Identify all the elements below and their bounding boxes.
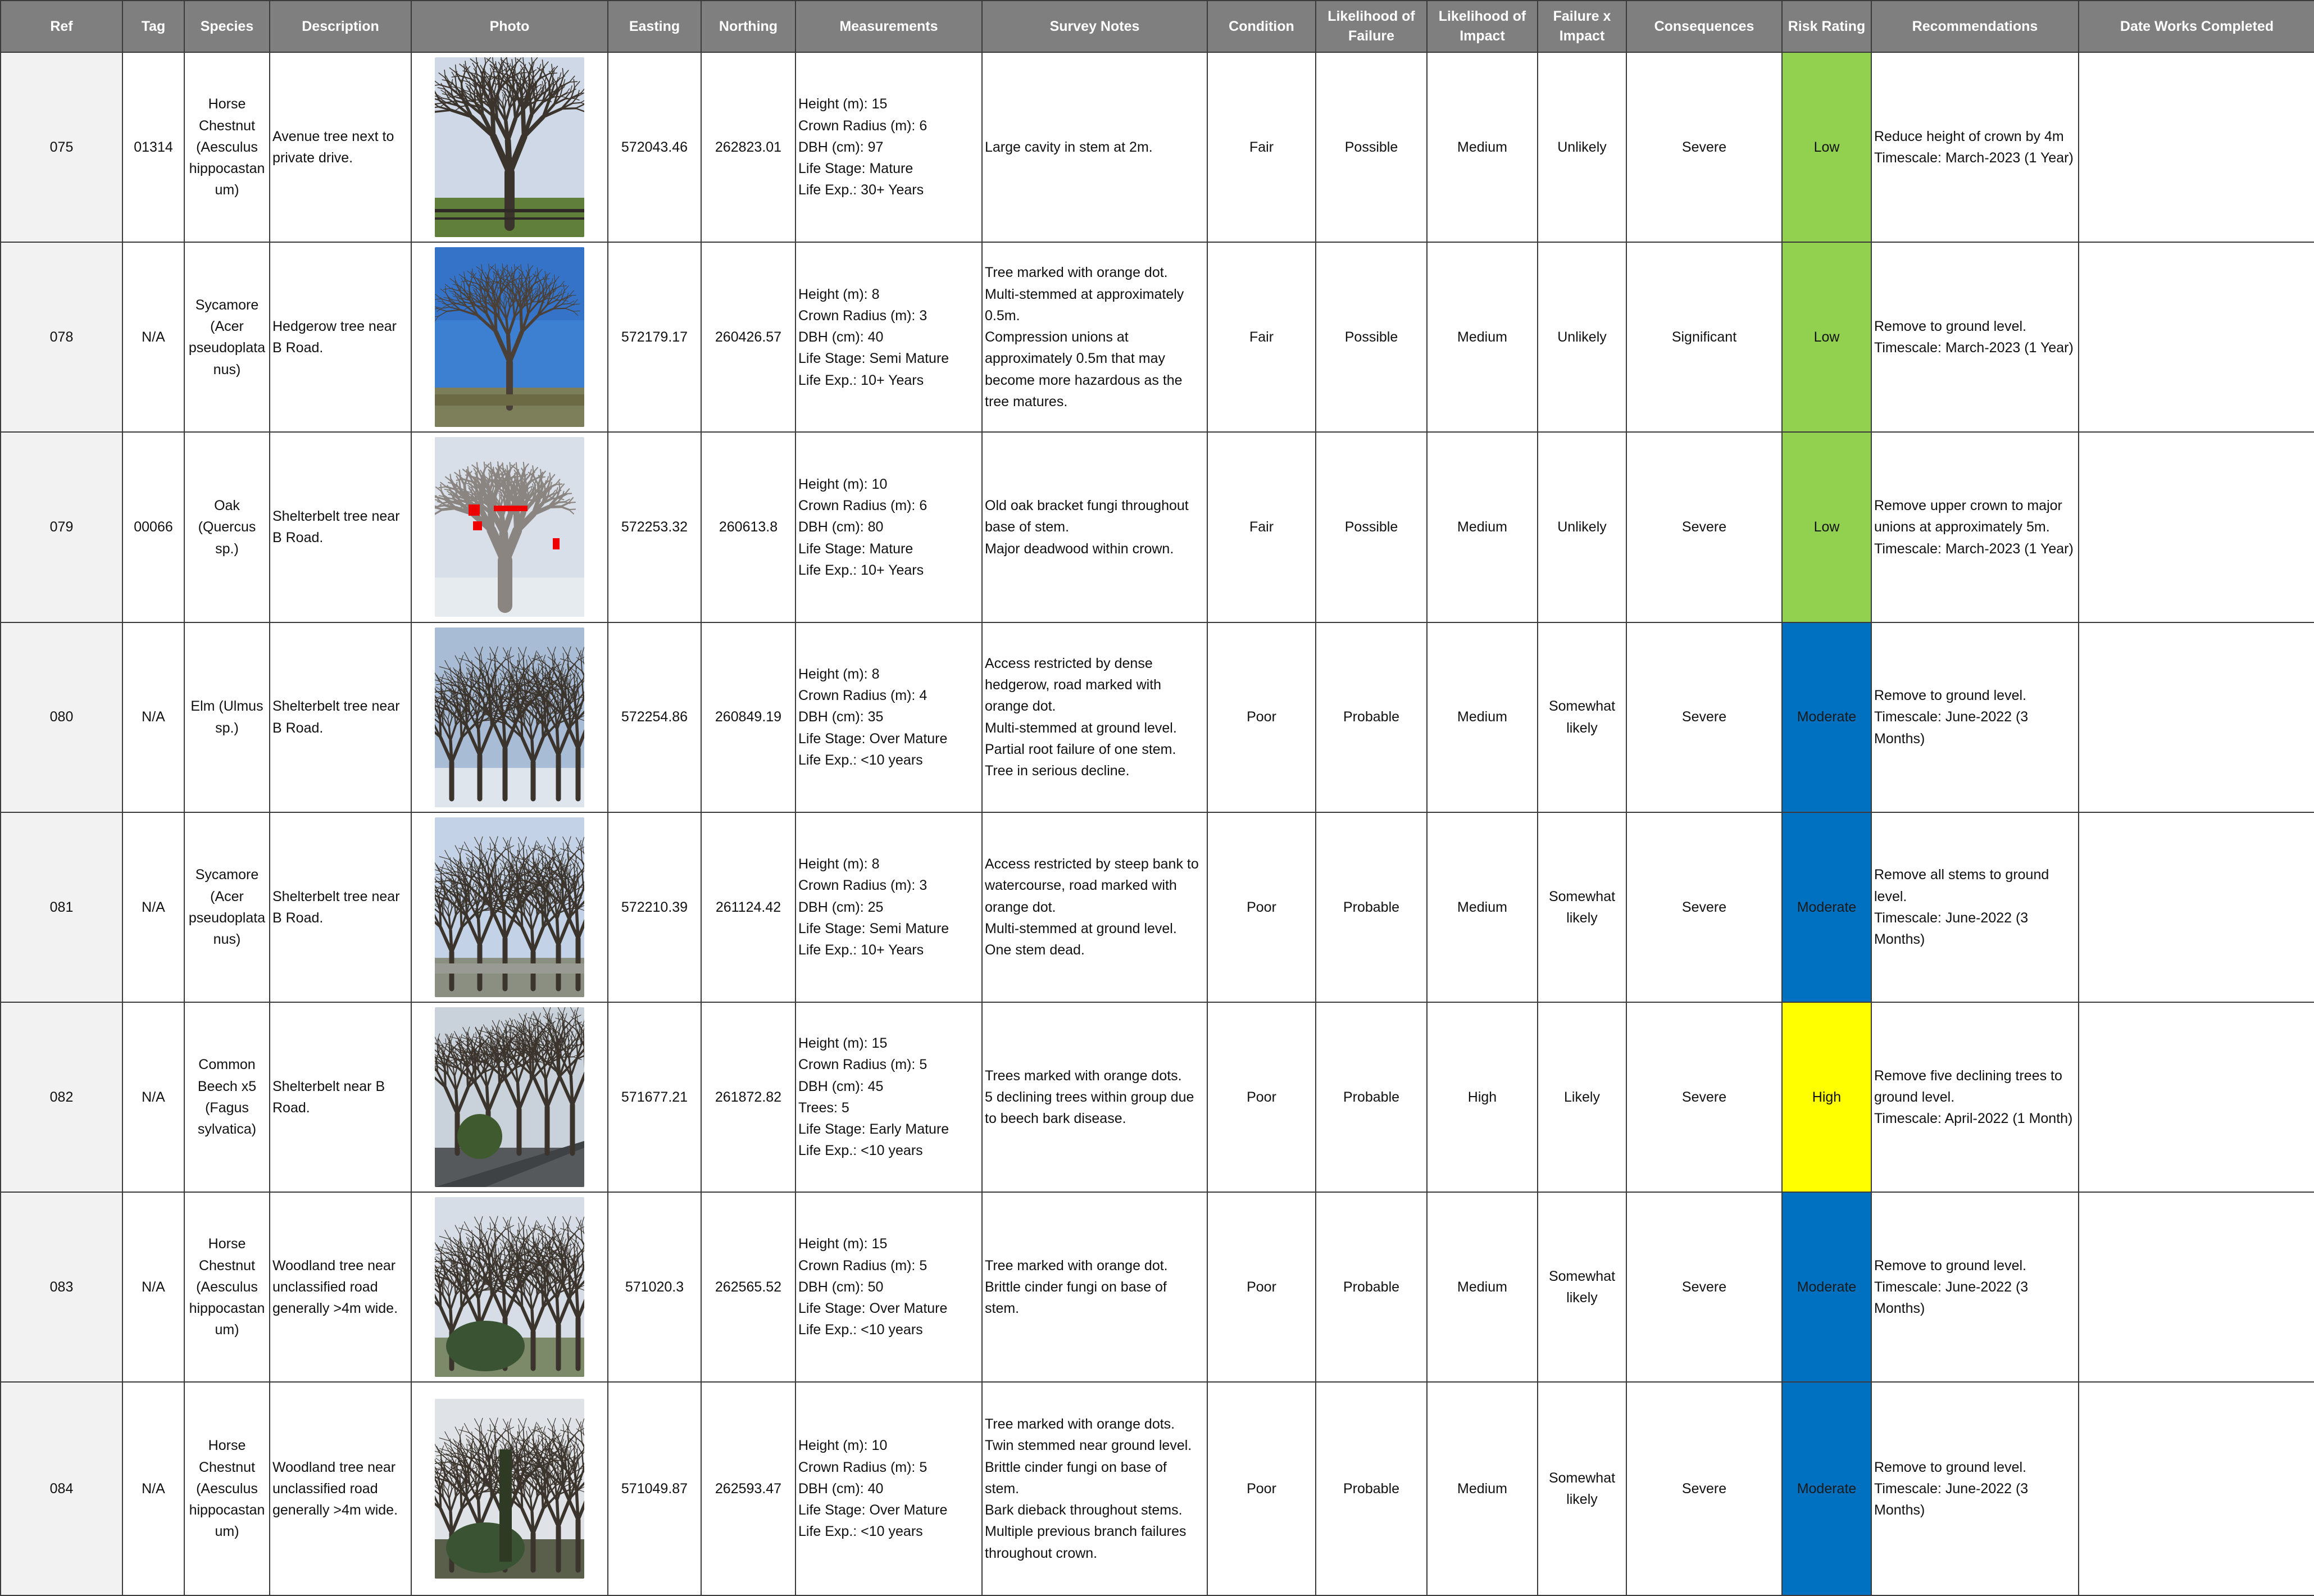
- cell-consequences[interactable]: Significant: [1626, 242, 1782, 432]
- table-row: [1, 622, 2314, 812]
- cell-recommendations[interactable]: Remove to ground level. Timescale: June-2022 (3 Months): [1871, 1192, 2079, 1382]
- cell-tag[interactable]: 01314: [122, 52, 184, 242]
- cell-easting[interactable]: 572253.32: [608, 432, 701, 622]
- cell-date-works-completed[interactable]: [2079, 622, 2314, 812]
- cell-easting[interactable]: 571020.3: [608, 1192, 701, 1382]
- risk-rating-badge[interactable]: Low: [1782, 432, 1871, 622]
- cell-likelihood-failure[interactable]: Possible: [1316, 52, 1427, 242]
- col-header-tag[interactable]: Tag: [122, 1, 184, 52]
- cell-photo[interactable]: [411, 432, 608, 622]
- risk-rating-badge[interactable]: Low: [1782, 52, 1871, 242]
- col-header-species[interactable]: Species: [184, 1, 270, 52]
- cell-photo[interactable]: [411, 1382, 608, 1595]
- cell-likelihood-failure[interactable]: Probable: [1316, 1382, 1427, 1595]
- table-row: [1, 52, 2314, 242]
- cell-easting[interactable]: 572210.39: [608, 812, 701, 1002]
- cell-tag[interactable]: N/A: [122, 812, 184, 1002]
- cell-likelihood-impact[interactable]: Medium: [1427, 242, 1538, 432]
- header-row: [1, 1, 2314, 52]
- cell-species[interactable]: Elm (Ulmus sp.): [184, 622, 270, 812]
- col-header-likelihood-impact[interactable]: Likelihood of Impact: [1427, 1, 1538, 52]
- cell-recommendations[interactable]: Remove five declining trees to ground level. Timescale: April-2022 (1 Month): [1871, 1002, 2079, 1192]
- cell-date-works-completed[interactable]: [2079, 1382, 2314, 1595]
- tree-photo[interactable]: [435, 1197, 584, 1377]
- cell-failure-x-impact[interactable]: Unlikely: [1538, 52, 1626, 242]
- cell-recommendations[interactable]: Remove all stems to ground level. Timescale: June-2022 (3 Months): [1871, 812, 2079, 1002]
- cell-northing[interactable]: 262823.01: [701, 52, 795, 242]
- table-row: [1, 1192, 2314, 1382]
- cell-northing[interactable]: 260613.8: [701, 432, 795, 622]
- cell-likelihood-failure[interactable]: Probable: [1316, 622, 1427, 812]
- tree-photo[interactable]: [435, 628, 584, 807]
- cell-easting[interactable]: 572254.86: [608, 622, 701, 812]
- cell-failure-x-impact[interactable]: Unlikely: [1538, 242, 1626, 432]
- cell-measurements[interactable]: Height (m): 15 Crown Radius (m): 5 DBH (cm): 50 Life Stage: Over Mature Life Exp.: <10 years: [795, 1192, 982, 1382]
- cell-northing[interactable]: 262565.52: [701, 1192, 795, 1382]
- cell-species[interactable]: Oak (Quercus sp.): [184, 432, 270, 622]
- tree-photo[interactable]: [435, 247, 584, 427]
- cell-condition[interactable]: Poor: [1207, 1192, 1316, 1382]
- cell-condition[interactable]: Fair: [1207, 52, 1316, 242]
- cell-measurements[interactable]: Height (m): 8 Crown Radius (m): 3 DBH (cm): 40 Life Stage: Semi Mature Life Exp.: 10+ Years: [795, 242, 982, 432]
- cell-survey-notes[interactable]: Tree marked with orange dot. Brittle cinder fungi on base of stem.: [982, 1192, 1207, 1382]
- cell-ref[interactable]: 080: [1, 622, 122, 812]
- cell-species[interactable]: Horse Chestnut (Aesculus hippocastanum): [184, 1192, 270, 1382]
- cell-ref[interactable]: 078: [1, 242, 122, 432]
- cell-tag[interactable]: N/A: [122, 1002, 184, 1192]
- col-header-recommendations[interactable]: Recommendations: [1871, 1, 2079, 52]
- cell-survey-notes[interactable]: Tree marked with orange dot. Multi-stemmed at approximately 0.5m. Compression unions at approximately 0.5m that may become more hazardous as the tree matures.: [982, 242, 1207, 432]
- cell-survey-notes[interactable]: Large cavity in stem at 2m.: [982, 52, 1207, 242]
- cell-survey-notes[interactable]: Access restricted by dense hedgerow, road marked with orange dot. Multi-stemmed at ground level. Partial root failure of one stem. Tree in serious decline.: [982, 622, 1207, 812]
- cell-likelihood-impact[interactable]: Medium: [1427, 52, 1538, 242]
- cell-northing[interactable]: 260849.19: [701, 622, 795, 812]
- cell-species[interactable]: Horse Chestnut (Aesculus hippocastanum): [184, 52, 270, 242]
- cell-consequences[interactable]: Severe: [1626, 1192, 1782, 1382]
- cell-description[interactable]: Shelterbelt tree near B Road.: [270, 432, 411, 622]
- cell-survey-notes[interactable]: Tree marked with orange dots. Twin stemmed near ground level. Brittle cinder fungi on base of stem. Bark dieback throughout stems. Multiple previous branch failures throughout crown.: [982, 1382, 1207, 1595]
- cell-species[interactable]: Sycamore (Acer pseudoplatanus): [184, 812, 270, 1002]
- cell-likelihood-failure[interactable]: Possible: [1316, 432, 1427, 622]
- table-row: [1, 812, 2314, 1002]
- cell-tag[interactable]: N/A: [122, 242, 184, 432]
- cell-date-works-completed[interactable]: [2079, 52, 2314, 242]
- cell-measurements[interactable]: Height (m): 10 Crown Radius (m): 5 DBH (cm): 40 Life Stage: Over Mature Life Exp.: <10 years: [795, 1382, 982, 1595]
- cell-description[interactable]: Shelterbelt tree near B Road.: [270, 812, 411, 1002]
- cell-easting[interactable]: 572043.46: [608, 52, 701, 242]
- cell-date-works-completed[interactable]: [2079, 1002, 2314, 1192]
- cell-species[interactable]: Horse Chestnut (Aesculus hippocastanum): [184, 1382, 270, 1595]
- cell-likelihood-failure[interactable]: Probable: [1316, 1192, 1427, 1382]
- cell-recommendations[interactable]: Remove upper crown to major unions at approximately 5m. Timescale: March-2023 (1 Year): [1871, 432, 2079, 622]
- cell-measurements[interactable]: Height (m): 10 Crown Radius (m): 6 DBH (cm): 80 Life Stage: Mature Life Exp.: 10+ Years: [795, 432, 982, 622]
- cell-likelihood-failure[interactable]: Probable: [1316, 1002, 1427, 1192]
- table-row: [1, 1002, 2314, 1192]
- table-row: [1, 242, 2314, 432]
- risk-rating-badge[interactable]: Moderate: [1782, 812, 1871, 1002]
- cell-measurements[interactable]: Height (m): 15 Crown Radius (m): 6 DBH (cm): 97 Life Stage: Mature Life Exp.: 30+ Years: [795, 52, 982, 242]
- col-header-risk-rating[interactable]: Risk Rating: [1782, 1, 1871, 52]
- cell-description[interactable]: Hedgerow tree near B Road.: [270, 242, 411, 432]
- cell-likelihood-impact[interactable]: Medium: [1427, 1192, 1538, 1382]
- cell-date-works-completed[interactable]: [2079, 1192, 2314, 1382]
- cell-likelihood-impact[interactable]: Medium: [1427, 812, 1538, 1002]
- tree-photo[interactable]: [435, 437, 584, 617]
- cell-photo[interactable]: [411, 242, 608, 432]
- cell-likelihood-failure[interactable]: Possible: [1316, 242, 1427, 432]
- cell-date-works-completed[interactable]: [2079, 432, 2314, 622]
- cell-date-works-completed[interactable]: [2079, 242, 2314, 432]
- cell-recommendations[interactable]: Reduce height of crown by 4m Timescale: March-2023 (1 Year): [1871, 52, 2079, 242]
- cell-species[interactable]: Common Beech x5 (Fagus sylvatica): [184, 1002, 270, 1192]
- cell-likelihood-impact[interactable]: Medium: [1427, 432, 1538, 622]
- cell-ref[interactable]: 084: [1, 1382, 122, 1595]
- cell-likelihood-failure[interactable]: Probable: [1316, 812, 1427, 1002]
- col-header-failure-x-impact[interactable]: Failure x Impact: [1538, 1, 1626, 52]
- cell-consequences[interactable]: Severe: [1626, 432, 1782, 622]
- risk-rating-badge[interactable]: Moderate: [1782, 1382, 1871, 1595]
- col-header-description[interactable]: Description: [270, 1, 411, 52]
- cell-condition[interactable]: Poor: [1207, 622, 1316, 812]
- cell-consequences[interactable]: Severe: [1626, 622, 1782, 812]
- tree-photo[interactable]: [435, 1007, 584, 1187]
- col-header-date-works-completed[interactable]: Date Works Completed: [2079, 1, 2314, 52]
- risk-rating-badge[interactable]: Low: [1782, 242, 1871, 432]
- cell-measurements[interactable]: Height (m): 15 Crown Radius (m): 5 DBH (cm): 45 Trees: 5 Life Stage: Early Mature Life Exp.: <10 years: [795, 1002, 982, 1192]
- cell-photo[interactable]: [411, 1002, 608, 1192]
- cell-easting[interactable]: 571049.87: [608, 1382, 701, 1595]
- risk-rating-badge[interactable]: Moderate: [1782, 1192, 1871, 1382]
- cell-likelihood-impact[interactable]: Medium: [1427, 622, 1538, 812]
- cell-description[interactable]: Avenue tree next to private drive.: [270, 52, 411, 242]
- cell-condition[interactable]: Poor: [1207, 1002, 1316, 1192]
- cell-consequences[interactable]: Severe: [1626, 1002, 1782, 1192]
- cell-ref[interactable]: 079: [1, 432, 122, 622]
- cell-failure-x-impact[interactable]: Somewhat likely: [1538, 1192, 1626, 1382]
- cell-ref[interactable]: 081: [1, 812, 122, 1002]
- cell-condition[interactable]: Fair: [1207, 242, 1316, 432]
- col-header-measurements[interactable]: Measurements: [795, 1, 982, 52]
- cell-ref[interactable]: 082: [1, 1002, 122, 1192]
- cell-ref[interactable]: 075: [1, 52, 122, 242]
- cell-description[interactable]: Shelterbelt near B Road.: [270, 1002, 411, 1192]
- cell-failure-x-impact[interactable]: Likely: [1538, 1002, 1626, 1192]
- risk-rating-badge[interactable]: High: [1782, 1002, 1871, 1192]
- cell-easting[interactable]: 571677.21: [608, 1002, 701, 1192]
- cell-northing[interactable]: 262593.47: [701, 1382, 795, 1595]
- col-header-consequences[interactable]: Consequences: [1626, 1, 1782, 52]
- cell-failure-x-impact[interactable]: Somewhat likely: [1538, 1382, 1626, 1595]
- tree-photo[interactable]: [435, 817, 584, 997]
- cell-tag[interactable]: N/A: [122, 1382, 184, 1595]
- tree-photo[interactable]: [435, 57, 584, 237]
- cell-photo[interactable]: [411, 622, 608, 812]
- cell-northing[interactable]: 261872.82: [701, 1002, 795, 1192]
- cell-recommendations[interactable]: Remove to ground level. Timescale: March-2023 (1 Year): [1871, 242, 2079, 432]
- cell-recommendations[interactable]: Remove to ground level. Timescale: June-2022 (3 Months): [1871, 1382, 2079, 1595]
- cell-measurements[interactable]: Height (m): 8 Crown Radius (m): 3 DBH (cm): 25 Life Stage: Semi Mature Life Exp.: 10+ Years: [795, 812, 982, 1002]
- cell-failure-x-impact[interactable]: Somewhat likely: [1538, 812, 1626, 1002]
- cell-ref[interactable]: 083: [1, 1192, 122, 1382]
- cell-photo[interactable]: [411, 52, 608, 242]
- cell-description[interactable]: Woodland tree near unclassified road generally >4m wide.: [270, 1382, 411, 1595]
- cell-description[interactable]: Woodland tree near unclassified road generally >4m wide.: [270, 1192, 411, 1382]
- col-header-condition[interactable]: Condition: [1207, 1, 1316, 52]
- cell-consequences[interactable]: Severe: [1626, 812, 1782, 1002]
- cell-survey-notes[interactable]: Old oak bracket fungi throughout base of stem. Major deadwood within crown.: [982, 432, 1207, 622]
- tree-photo[interactable]: [435, 1399, 584, 1579]
- cell-tag[interactable]: N/A: [122, 1192, 184, 1382]
- cell-likelihood-impact[interactable]: Medium: [1427, 1382, 1538, 1595]
- cell-failure-x-impact[interactable]: Somewhat likely: [1538, 622, 1626, 812]
- cell-consequences[interactable]: Severe: [1626, 1382, 1782, 1595]
- col-header-survey-notes[interactable]: Survey Notes: [982, 1, 1207, 52]
- cell-survey-notes[interactable]: Access restricted by steep bank to watercourse, road marked with orange dot. Multi-stemmed at ground level. One stem dead.: [982, 812, 1207, 1002]
- col-header-photo[interactable]: Photo: [411, 1, 608, 52]
- cell-condition[interactable]: Poor: [1207, 1382, 1316, 1595]
- cell-date-works-completed[interactable]: [2079, 812, 2314, 1002]
- table-row: [1, 1382, 2314, 1595]
- cell-photo[interactable]: [411, 1192, 608, 1382]
- cell-failure-x-impact[interactable]: Unlikely: [1538, 432, 1626, 622]
- cell-recommendations[interactable]: Remove to ground level. Timescale: June-2022 (3 Months): [1871, 622, 2079, 812]
- cell-measurements[interactable]: Height (m): 8 Crown Radius (m): 4 DBH (cm): 35 Life Stage: Over Mature Life Exp.: <10 years: [795, 622, 982, 812]
- cell-northing[interactable]: 260426.57: [701, 242, 795, 432]
- cell-condition[interactable]: Poor: [1207, 812, 1316, 1002]
- cell-survey-notes[interactable]: Trees marked with orange dots. 5 declining trees within group due to beech bark disease.: [982, 1002, 1207, 1192]
- cell-species[interactable]: Sycamore (Acer pseudoplatanus): [184, 242, 270, 432]
- col-header-ref[interactable]: Ref: [1, 1, 122, 52]
- cell-tag[interactable]: N/A: [122, 622, 184, 812]
- cell-condition[interactable]: Fair: [1207, 432, 1316, 622]
- cell-description[interactable]: Shelterbelt tree near B Road.: [270, 622, 411, 812]
- cell-likelihood-impact[interactable]: High: [1427, 1002, 1538, 1192]
- cell-photo[interactable]: [411, 812, 608, 1002]
- cell-easting[interactable]: 572179.17: [608, 242, 701, 432]
- risk-rating-badge[interactable]: Moderate: [1782, 622, 1871, 812]
- cell-consequences[interactable]: Severe: [1626, 52, 1782, 242]
- cell-northing[interactable]: 261124.42: [701, 812, 795, 1002]
- col-header-likelihood-failure[interactable]: Likelihood of Failure: [1316, 1, 1427, 52]
- cell-tag[interactable]: 00066: [122, 432, 184, 622]
- col-header-northing[interactable]: Northing: [701, 1, 795, 52]
- table-row: [1, 432, 2314, 622]
- col-header-easting[interactable]: Easting: [608, 1, 701, 52]
